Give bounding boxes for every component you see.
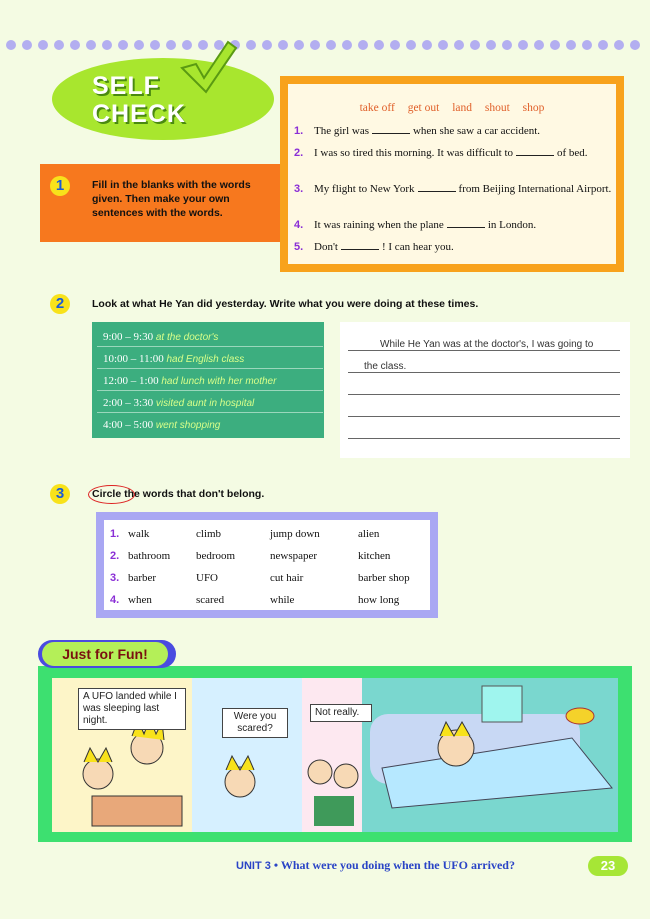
dot (134, 40, 144, 50)
exercise-text: when she saw a car accident. (412, 125, 541, 137)
dot (518, 40, 528, 50)
table-word[interactable]: bathroom (128, 550, 171, 562)
exercise-text: from Beijing International Airport. (458, 183, 612, 195)
footer-title (236, 858, 515, 873)
circle-word: Circle (92, 488, 122, 500)
exercise-number: 1. (294, 125, 304, 137)
dot (438, 40, 448, 50)
word: shop (522, 102, 545, 114)
writing-line (348, 394, 620, 395)
example-answer-line2: the class. (364, 361, 407, 372)
exercise-text: Don't (314, 241, 338, 253)
table-word[interactable]: bedroom (196, 550, 236, 562)
exercise-item (294, 218, 614, 232)
dot (118, 40, 128, 50)
dot (54, 40, 64, 50)
exercise-text: of bed. (557, 147, 588, 159)
schedule-row (97, 328, 323, 347)
table-word[interactable]: how long (358, 594, 400, 606)
exercise-text: I was so tired this morning. It was difficult to (314, 147, 513, 159)
exercise-number: 4. (294, 219, 304, 231)
word: land (452, 102, 472, 114)
table-word[interactable]: barber (128, 572, 157, 584)
dot (310, 40, 320, 50)
section1-number: 1 (50, 176, 70, 196)
dot (534, 40, 544, 50)
speech-bubble-2: Were you scared? (222, 708, 288, 738)
dot (502, 40, 512, 50)
blank (372, 133, 410, 134)
dot (422, 40, 432, 50)
dot (150, 40, 160, 50)
table-word[interactable]: barber shop (358, 572, 410, 584)
unit-title: What were you doing when the UFO arrived? (280, 858, 515, 872)
dot (246, 40, 256, 50)
dot (294, 40, 304, 50)
row-number: 3. (110, 572, 120, 584)
row-number: 2. (110, 550, 120, 562)
blank (447, 227, 485, 228)
table-word[interactable]: UFO (196, 572, 219, 584)
exercise-number: 5. (294, 241, 304, 253)
dot (406, 40, 416, 50)
writing-line (348, 372, 620, 373)
dotted-divider (0, 40, 650, 56)
exercise-item (294, 124, 614, 138)
word-list (288, 102, 616, 114)
dot (598, 40, 608, 50)
self-check-line2: CHECK (92, 100, 186, 128)
dot (102, 40, 112, 50)
table-word[interactable]: newspaper (270, 550, 318, 562)
dot (278, 40, 288, 50)
exercise-text: The girl was (314, 125, 369, 137)
schedule-time: 9:00 – 9:30 (103, 331, 154, 343)
schedule-time: 4:00 – 5:00 (103, 419, 154, 431)
unit-label: UNIT 3 (236, 860, 271, 872)
table-word[interactable]: walk (128, 528, 150, 540)
dot (374, 40, 384, 50)
dot (6, 40, 16, 50)
schedule-time: 12:00 – 1:00 (103, 375, 159, 387)
speech-bubble-3: Not really. (310, 704, 372, 722)
exercise-number: 3. (294, 183, 304, 195)
checkmark-icon (178, 38, 238, 94)
dot (38, 40, 48, 50)
section3-instruction (92, 487, 392, 501)
schedule-row (97, 372, 323, 391)
schedule-activity: visited aunt in hospital (155, 398, 255, 409)
blank (418, 191, 456, 192)
blank (341, 249, 379, 250)
schedule-row (97, 350, 323, 369)
dot (262, 40, 272, 50)
dot (486, 40, 496, 50)
exercise-number: 2. (294, 147, 304, 159)
schedule-activity: had English class (166, 354, 245, 365)
writing-line (348, 438, 620, 439)
dot (566, 40, 576, 50)
circle-mark (88, 485, 135, 504)
dot (550, 40, 560, 50)
schedule-row (97, 416, 323, 435)
example-answer-line1: While He Yan was at the doctor's, I was going to (380, 339, 594, 350)
exercise-item (294, 146, 614, 160)
dot (470, 40, 480, 50)
writing-line (348, 416, 620, 417)
dot (342, 40, 352, 50)
exercise-item (294, 240, 614, 254)
dot (358, 40, 368, 50)
row-number: 1. (110, 528, 120, 540)
word: take off (359, 102, 395, 114)
table-word[interactable]: alien (358, 528, 380, 540)
schedule-activity: at the doctor's (155, 332, 219, 343)
exercise-text: It was raining when the plane (314, 219, 444, 231)
just-for-fun-title: Just for Fun! (42, 642, 168, 666)
table-word[interactable]: kitchen (358, 550, 391, 562)
dot (22, 40, 32, 50)
dot (614, 40, 624, 50)
table-word[interactable]: while (270, 594, 295, 606)
section1-instruction: Fill in the blanks with the words given. Then make your own sentences with the words. (92, 179, 251, 219)
exercise-text: My flight to New York (314, 183, 415, 195)
schedule-time: 2:00 – 3:30 (103, 397, 154, 409)
table-word[interactable]: scared (196, 594, 225, 606)
exercise-text: ! I can hear you. (381, 241, 454, 253)
dot (166, 40, 176, 50)
section2-number: 2 (50, 294, 70, 314)
schedule-activity: went shopping (155, 420, 221, 431)
table-word[interactable]: when (128, 594, 152, 606)
word: get out (407, 102, 440, 114)
exercise-item (294, 182, 614, 196)
speech-bubble-1: A UFO landed while I was sleeping last night. (78, 688, 186, 730)
self-check-line1: SELF (92, 72, 160, 100)
dot (70, 40, 80, 50)
dot (630, 40, 640, 50)
table-word[interactable]: climb (196, 528, 222, 540)
dot (582, 40, 592, 50)
section3-number: 3 (50, 484, 70, 504)
exercise-text: in London. (487, 219, 537, 231)
dot (390, 40, 400, 50)
blank (516, 155, 554, 156)
row-number: 4. (110, 594, 120, 606)
schedule-row (97, 394, 323, 413)
schedule-time: 10:00 – 11:00 (103, 353, 164, 365)
writing-line (348, 350, 620, 351)
comic-strip (52, 678, 618, 832)
table-word[interactable]: jump down (270, 528, 320, 540)
table-word[interactable]: cut hair (270, 572, 304, 584)
dot (86, 40, 96, 50)
dot (326, 40, 336, 50)
footer-bullet: • (273, 858, 279, 872)
schedule-activity: had lunch with her mother (161, 376, 277, 387)
section2-instruction: Look at what He Yan did yesterday. Write what you were doing at these times. (92, 298, 479, 310)
dot (454, 40, 464, 50)
word: shout (484, 102, 510, 114)
section3-instruction-text: the words that don't belong. (121, 488, 265, 500)
self-check-title (92, 72, 186, 128)
page-number: 23 (588, 856, 628, 876)
